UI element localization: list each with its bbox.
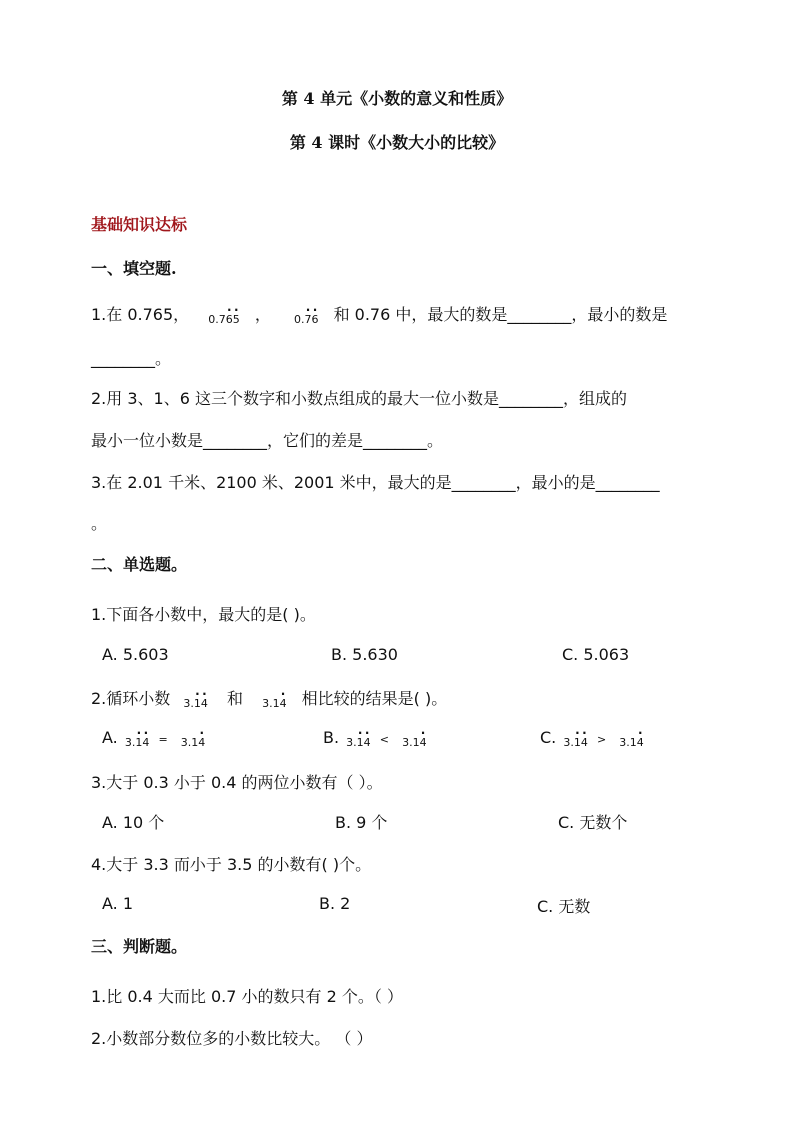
true-false-heading: 三、判断题。 (91, 937, 188, 956)
repeating-decimal-a: 0.7· 6· 5 (208, 313, 240, 326)
fill-q1-line2: ________。 (91, 349, 172, 368)
repeating-decimal: 3.1· 4 (181, 736, 206, 749)
fill-q3-line2: 。 (91, 514, 108, 533)
fill-q1-prefix: 1.在 0.765， (91, 305, 190, 324)
choice-q4-option-a[interactable]: A. 1 (102, 894, 134, 913)
option-b-operator: < (379, 733, 389, 746)
choice-q4-option-c[interactable]: C. 无数 (537, 897, 591, 916)
option-c-operator: > (596, 733, 607, 746)
option-b-label: B. (323, 728, 340, 747)
lesson-title: 第 4 课时《小数大小的比较》 (289, 133, 505, 152)
repeating-decimal: 3.1· 4 (619, 736, 644, 749)
option-a-operator: = (158, 733, 168, 746)
choice-q1-stem: 1.下面各小数中，最大的是( )。 (91, 605, 316, 624)
choice-q4-stem: 4.大于 3.3 而小于 3.5 的小数有( )个。 (91, 855, 372, 874)
choice-q2-and: 和 (226, 689, 243, 708)
section-label: 基础知识达标 (91, 215, 188, 234)
judge-q2: 2.小数部分数位多的小数比较大。 （ ） (91, 1029, 373, 1048)
fill-q1-line1 (91, 302, 667, 326)
repeating-decimal: 3.1· 4 (402, 736, 427, 749)
fill-q2-line1: 2.用 3、1、6 这三个数字和小数点组成的最大一位小数是________，组成的 (91, 389, 627, 408)
choice-q3-option-c[interactable]: C. 无数个 (558, 813, 628, 832)
choice-q2-option-b[interactable] (323, 728, 431, 749)
single-choice-heading: 二、单选题。 (91, 555, 188, 574)
fill-q1-sep: ， (254, 305, 271, 324)
fill-q1-suffix: 和 0.76 中，最大的数是________，最小的数是 (333, 305, 668, 324)
choice-q1-option-b[interactable]: B. 5.630 (331, 645, 398, 664)
option-c-label: C. (540, 728, 557, 747)
repeating-decimal: 3.· 1· 4 (563, 736, 588, 749)
unit-title: 第 4 单元《小数的意义和性质》 (281, 89, 513, 108)
judge-q1: 1.比 0.4 大而比 0.7 小的数只有 2 个。（ ） (91, 987, 403, 1006)
repeating-decimal-314-double: 3.· 1· 4 (183, 697, 208, 710)
choice-q2-prefix: 2.循环小数 (91, 689, 171, 708)
choice-q1-option-c[interactable]: C. 5.063 (562, 645, 630, 664)
repeating-decimal: 3.· 1· 4 (125, 736, 150, 749)
choice-q2-option-c[interactable] (540, 728, 648, 749)
fill-q2-line2: 最小一位小数是________，它们的差是________。 (91, 431, 444, 450)
choice-q3-option-b[interactable]: B. 9 个 (335, 813, 388, 832)
choice-q2-option-a[interactable] (102, 728, 209, 749)
choice-q2-suffix: 相比较的结果是( )。 (301, 689, 448, 708)
choice-q4-option-b[interactable]: B. 2 (319, 894, 351, 913)
choice-q3-option-a[interactable]: A. 10 个 (102, 813, 165, 832)
choice-q2-stem (91, 686, 447, 710)
fill-q3-line1: 3.在 2.01 千米、2100 米、2001 米中，最大的是________，最小的是________ (91, 473, 660, 492)
repeating-decimal-b: 0.· 7· 6 (294, 313, 319, 326)
choice-q3-stem: 3.大于 0.3 小于 0.4 的两位小数有（ ）。 (91, 773, 383, 792)
repeating-decimal-314-single: 3.1· 4 (262, 697, 287, 710)
fill-blank-heading: 一、填空题. (91, 259, 177, 278)
choice-q1-option-a[interactable]: A. 5.603 (102, 645, 169, 664)
option-a-label: A. (102, 728, 118, 747)
repeating-decimal: 3.· 1· 4 (346, 736, 371, 749)
